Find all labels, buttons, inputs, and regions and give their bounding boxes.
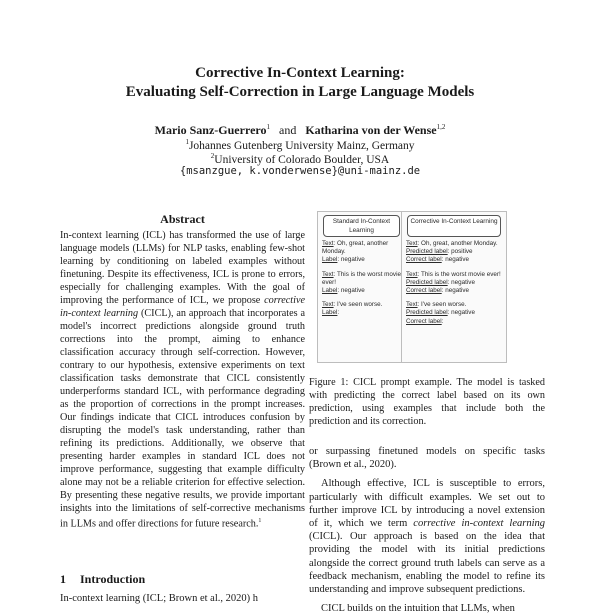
title-line-2: Evaluating Self-Correction in Large Language Models	[125, 84, 475, 100]
affiliation-2-text: University of Colorado Boulder, USA	[214, 153, 390, 166]
text-key: Text	[322, 270, 334, 278]
abstract-heading: Abstract	[160, 212, 205, 226]
section-title: Introduction	[80, 572, 146, 586]
author-email[interactable]: {msanzgue, k.vonderwense}@uni-mainz.de	[179, 165, 421, 177]
section-number: 1	[60, 572, 66, 586]
paragraph-2	[309, 477, 545, 596]
corrective-example-1	[406, 240, 502, 265]
correct-key: Correct label	[406, 287, 442, 295]
corrective-example-2	[406, 271, 502, 296]
right-column-body	[309, 445, 545, 615]
correct-key: Correct label	[406, 256, 442, 264]
footnote-mark[interactable]: 1	[258, 518, 262, 524]
affiliation-1-text: Johannes Gutenberg University Mainz, Germany	[188, 139, 415, 152]
paragraph-1: or surpassing finetuned models on specific tasks (Brown et al., 2020).	[309, 446, 545, 471]
standard-example-2	[322, 271, 401, 296]
title-line-1: Corrective In-Context Learning:	[195, 65, 405, 81]
predicted-key: Predicted label	[406, 278, 448, 286]
correct-value: :	[441, 317, 444, 325]
example-text: : Oh, great, another Monday.	[322, 240, 389, 256]
paragraph-3: CICL builds on the intuition that LLMs, when	[321, 603, 515, 615]
label-key: Label	[322, 309, 338, 317]
predicted-key: Predicted label	[406, 248, 448, 256]
example-label: :	[337, 309, 340, 317]
text-key: Text	[406, 270, 418, 278]
abstract-body	[60, 229, 305, 530]
predicted-key: Predicted label	[406, 309, 448, 317]
correct-value: : negative	[441, 287, 470, 295]
example-label: : negative	[337, 287, 365, 295]
correct-key: Correct label	[406, 317, 442, 325]
figure-panel-corrective-icl	[401, 211, 507, 363]
figure-caption: Figure 1: CICL prompt example. The model is tasked with predicting the correct label based on its own prediction, using examples that include both the prediction and its correction.	[309, 377, 545, 427]
predicted-value: : negative	[447, 278, 475, 286]
abstract-text-1: In-context learning (ICL) has transformed the use of large language models (LLMs) for NLP tasks, enabling few-shot learning by conditioning on labeled examples without finetuning. Despite its effectiveness, ICL is prone to errors, especially for challenging examples. With the goal of improving the performance of ICL, we propose	[60, 230, 305, 306]
affiliation-2-mark: 2	[210, 152, 215, 160]
paper-title	[0, 64, 600, 102]
paragraph-2-text-a: Although effective, ICL is susceptible to errors, particularly with difficult examples. We set out to further improve ICL by introducing a novel extension of it, which we term	[309, 478, 545, 530]
author-1-affil-mark: 1	[266, 123, 271, 131]
label-key: Label	[322, 287, 338, 295]
section-heading-introduction	[60, 572, 145, 587]
author-2: Katharina von der Wense	[305, 123, 437, 137]
predicted-value: : negative	[447, 309, 475, 317]
paragraph-2-term: corrective in-context learning	[413, 518, 545, 530]
corrective-example-query	[406, 301, 502, 326]
panel-title-standard: Standard In-Context Learning	[323, 215, 400, 237]
author-conjunction: and	[279, 123, 297, 137]
label-key: Label	[322, 256, 338, 264]
figure-panel-standard-icl	[317, 211, 406, 363]
example-label: : negative	[337, 256, 365, 264]
example-text: : This is the worst movie ever!	[322, 270, 401, 286]
abstract-text-2: (CICL), an approach that incorporates a model's incorrect predictions alongside ground truth corrections into the prompt, aiming to enhance classification accuracy through self-correction. However, contrary to our hypothesis, extensive experiments on text classification tasks demonstrate that CICL consistently underperforms standard ICL, with performance degrading as the proportion of corrections in the prompt increases. Our findings indicate that CICL introduces confusion by disrupting the model's task understanding, rather than refining its predictions. Additionally, we observe that presenting harder examples in standard ICL does not improve performance, suggesting that example difficulty alone may not be a reliable criterion for effective selection. By presenting these negative results, we provide important insights into the limitations of self-corrective mechanisms in LLMs and offer directions for future research.	[60, 308, 305, 530]
example-text: : Oh, great, another Monday.	[417, 240, 498, 247]
author-2-affil-mark: 1,2	[436, 123, 446, 131]
panel-title-corrective: Corrective In-Context Learning	[407, 215, 501, 237]
example-text: : I've seen worse.	[417, 301, 467, 309]
author-1: Mario Sanz-Guerrero	[154, 123, 267, 137]
abstract-term: corrective in-context learning	[60, 295, 305, 319]
standard-example-1	[322, 240, 401, 265]
text-key: Text	[322, 240, 334, 247]
introduction-first-line: In-context learning (ICL; Brown et al., 2020) h	[60, 593, 258, 604]
paragraph-2-text-b: (CICL). Our approach is based on the idea that providing the model with its initial predictions alongside the correct ground truth labels can serve as a feedback mechanism, enabling the model to refine its understanding and improve subsequent predictions.	[309, 531, 545, 596]
example-text: : I've seen worse.	[333, 301, 383, 309]
example-text: : This is the worst movie ever!	[417, 270, 501, 278]
predicted-value: : positive	[447, 248, 473, 256]
correct-value: : negative	[441, 256, 470, 264]
text-key: Text	[406, 240, 418, 247]
standard-example-query	[322, 301, 401, 317]
affiliation-1-mark: 1	[185, 138, 189, 146]
text-key: Text	[322, 301, 334, 309]
text-key: Text	[406, 301, 418, 309]
